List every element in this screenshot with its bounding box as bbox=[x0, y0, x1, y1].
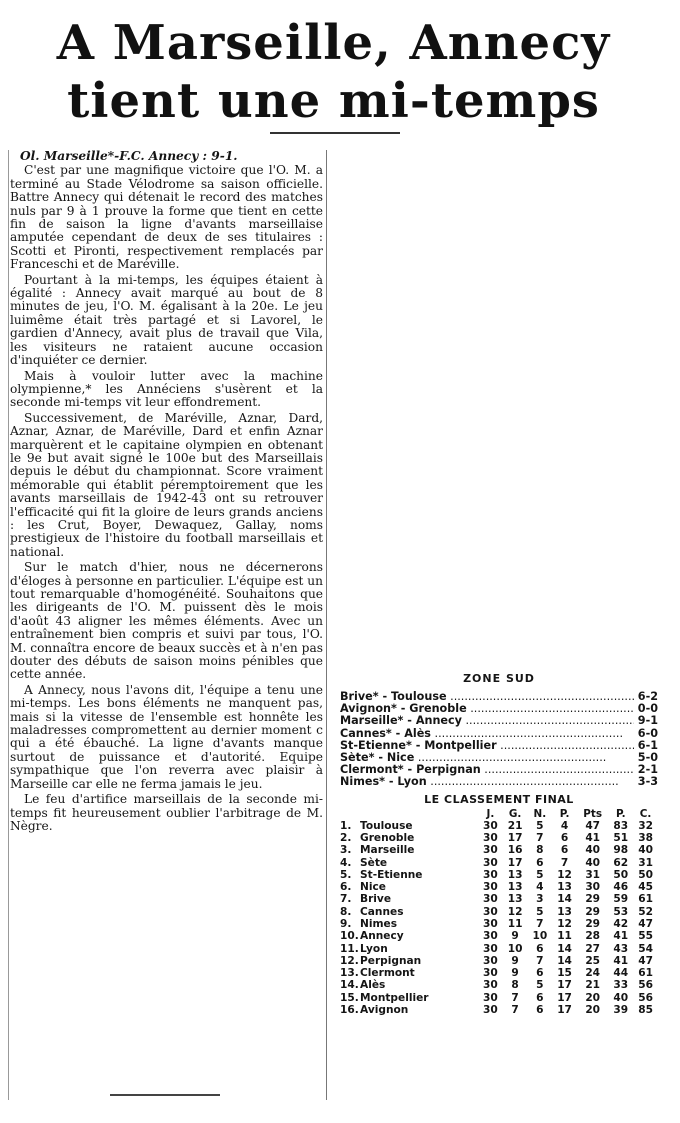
match-teams: Cannes* - Alès ..... bbox=[340, 728, 634, 740]
standings-played-cell: 30 bbox=[482, 1004, 498, 1017]
standings-goals-against-cell: 54 bbox=[638, 942, 653, 955]
match-score: 6-1 bbox=[637, 738, 658, 752]
match-teams: Marseille* - Annecy ..... bbox=[340, 715, 634, 727]
team-name: Toulouse bbox=[360, 819, 413, 832]
standings-team-cell bbox=[360, 832, 478, 844]
standings-goals-for-cell: 98 bbox=[613, 844, 629, 857]
standings-drawn-cell: 6 bbox=[536, 1004, 544, 1017]
standings-goals-against-cell: 47 bbox=[638, 954, 653, 967]
standings-drawn-cell: 6 bbox=[536, 991, 544, 1004]
table-row bbox=[340, 820, 658, 832]
team-name: Alès bbox=[360, 979, 386, 992]
zone-sud-title: ZONE SUD bbox=[463, 672, 535, 685]
standings-team-cell bbox=[360, 943, 478, 955]
headline-underline bbox=[270, 132, 400, 134]
standings-rank-cell: 9. bbox=[340, 918, 352, 930]
standings-lost-cell: 14 bbox=[557, 954, 572, 967]
header-played: J. bbox=[486, 807, 495, 820]
standings-rank-cell: 7. bbox=[340, 893, 352, 906]
standings-drawn-cell: 5 bbox=[536, 905, 544, 918]
standings-goals-against-cell: 40 bbox=[638, 844, 653, 857]
standings-goals-for-cell: 41 bbox=[613, 930, 629, 943]
table-row bbox=[340, 918, 658, 930]
standings-played-cell: 30 bbox=[482, 930, 498, 943]
standings-lost-cell: 12 bbox=[557, 918, 572, 930]
team-name: Avignon bbox=[360, 1004, 409, 1017]
standings-won-cell: 9 bbox=[511, 930, 519, 943]
standings-goals-against-cell: 56 bbox=[638, 979, 653, 992]
match-result-row bbox=[340, 728, 658, 740]
standings-team-cell bbox=[360, 1004, 478, 1016]
standings-drawn-cell: 7 bbox=[536, 954, 544, 967]
standings-goals-for-cell: 51 bbox=[613, 831, 629, 844]
team-name: St-Etienne bbox=[360, 868, 423, 881]
standings-goals-for-cell: 62 bbox=[613, 856, 629, 869]
table-row bbox=[340, 943, 658, 955]
standings-played-cell: 30 bbox=[482, 881, 498, 894]
table-row bbox=[340, 893, 658, 905]
standings-goals-against-cell: 85 bbox=[638, 1004, 653, 1017]
standings-drawn-cell: 3 bbox=[536, 893, 544, 906]
article-body bbox=[10, 150, 323, 835]
standings-goals-against-cell: 47 bbox=[638, 918, 653, 930]
standings-lost-cell: 17 bbox=[557, 991, 572, 1004]
team-name: Montpellier bbox=[360, 991, 429, 1004]
standings-goals-for-cell: 39 bbox=[613, 1004, 629, 1017]
standings-drawn-cell: 8 bbox=[536, 844, 544, 857]
standings-lost-cell: 14 bbox=[557, 942, 572, 955]
standings-rank-cell: 5. bbox=[340, 868, 352, 881]
standings-team-cell bbox=[360, 881, 478, 893]
standings-goals-for-cell: 44 bbox=[613, 967, 629, 980]
standings-lost-cell: 17 bbox=[557, 1004, 572, 1017]
header-rank bbox=[340, 808, 360, 820]
standings-lost-cell: 7 bbox=[560, 856, 569, 869]
standings-lost-cell: 15 bbox=[557, 967, 572, 980]
standings-played-cell: 30 bbox=[482, 893, 498, 906]
standings-rank-cell: 14. bbox=[340, 979, 359, 992]
team-name: Clermont bbox=[360, 967, 415, 980]
team-name: Annecy bbox=[360, 930, 404, 943]
standings-rank-cell: 11. bbox=[340, 942, 359, 955]
standings-rank-cell: 15. bbox=[340, 991, 359, 1004]
standings-goals-against-cell: 61 bbox=[638, 893, 653, 906]
match-results-list bbox=[340, 691, 658, 789]
team-name: Perpignan bbox=[360, 954, 422, 967]
table-row bbox=[340, 992, 658, 1004]
table-row bbox=[340, 832, 658, 844]
standings-won-cell: 9 bbox=[511, 967, 519, 980]
standings-played-cell: 30 bbox=[482, 868, 498, 881]
standings-won-cell: 21 bbox=[507, 819, 523, 832]
standings-won-cell: 7 bbox=[511, 1004, 519, 1017]
team-name: Nice bbox=[360, 881, 386, 894]
standings-rank-cell: 10. bbox=[340, 930, 359, 943]
standings-drawn-cell: 6 bbox=[536, 967, 544, 980]
match-result-row bbox=[340, 752, 658, 764]
standings-goals-for-cell: 41 bbox=[613, 954, 629, 967]
standings-rank-cell: 12. bbox=[340, 954, 359, 967]
standings-lost-cell: 17 bbox=[557, 979, 572, 992]
article-paragraph: Le feu d'artifice marseillais de la seconde mi-temps fit heureusement oublier l'arbitrage de M. Nègre. bbox=[10, 792, 323, 833]
header-drawn: N. bbox=[533, 807, 547, 820]
standings-team-cell bbox=[360, 967, 478, 979]
standings-goals-against-cell: 38 bbox=[638, 831, 653, 844]
standings-drawn-cell: 6 bbox=[536, 942, 544, 955]
standings-drawn-cell: 7 bbox=[536, 831, 544, 844]
match-score: 2-1 bbox=[637, 763, 658, 777]
table-row bbox=[340, 979, 658, 991]
standings-played-cell: 30 bbox=[482, 819, 498, 832]
standings-played-cell: 30 bbox=[482, 844, 498, 857]
standings-lost-cell: 14 bbox=[557, 893, 572, 906]
standings-goals-for-cell: 42 bbox=[613, 918, 629, 930]
classement-title: LE CLASSEMENT FINAL bbox=[424, 792, 574, 806]
standings-points-cell: 24 bbox=[585, 967, 601, 980]
team-name: Sète bbox=[360, 856, 388, 869]
standings-team-cell bbox=[360, 955, 478, 967]
standings-team-cell bbox=[360, 992, 478, 1004]
standings-body bbox=[340, 820, 658, 1017]
standings-points-cell: 29 bbox=[585, 905, 601, 918]
standings-points-cell: 29 bbox=[585, 893, 601, 906]
standings-points-cell: 40 bbox=[585, 856, 601, 869]
standings-drawn-cell: 10 bbox=[532, 930, 548, 943]
match-score: 6-0 bbox=[637, 726, 658, 740]
standings-team-cell bbox=[360, 893, 478, 905]
match-teams: Nimes* - Lyon ..... bbox=[340, 776, 634, 788]
standings-team-cell bbox=[360, 869, 478, 881]
standings-team-cell bbox=[360, 906, 478, 918]
standings-drawn-cell: 5 bbox=[536, 819, 544, 832]
standings-rank-cell: 13. bbox=[340, 967, 359, 980]
standings-table bbox=[340, 808, 658, 1017]
standings-goals-against-cell: 55 bbox=[638, 930, 653, 943]
standings-rank-cell: 4. bbox=[340, 856, 352, 869]
standings-points-cell: 40 bbox=[585, 844, 601, 857]
standings-points-cell: 20 bbox=[585, 1004, 601, 1017]
standings-rank-cell: 16. bbox=[340, 1004, 359, 1017]
standings-goals-against-cell: 56 bbox=[638, 991, 653, 1004]
standings-header-row bbox=[340, 808, 658, 820]
article-paragraph: Sur le match d'hier, nous ne décernerons d'éloges à personne en particulier. L'équipe est un tout remarquable d'homogénéité. Souhaitons que les dirigeants de l'O. M. puissent dès le mois d'août 43 aligner les mêmes éléments. Avec un entraînement bien compris et suivi par tous, l'O. M. connaîtra encore de beaux succès et à n'en pas douter des débuts de saison moins pénibles que cette année. bbox=[10, 560, 323, 682]
article-paragraph: Successivement, de Maréville, Aznar, Dard, Aznar, Aznar, de Maréville, Dard et enfin Aznar marquèrent et le capitaine olympien en obtenant le 9e but avait signé le 100e but des Marseillais depuis le début du championnat. Score vraiment mémorable qui établit péremptoirement que les avants marseillais de 1942-43 ont su retrouver l'efficacité qui fit la gloire de leurs grands anciens : les Crut, Boyer, Dewaquez, Gallay, noms prestigieux de l'histoire du football marseillais et national. bbox=[10, 410, 323, 559]
header-goals-against: C. bbox=[639, 807, 652, 820]
headline-line-2: tient une mi-temps bbox=[67, 73, 600, 129]
standings-goals-for-cell: 40 bbox=[613, 991, 629, 1004]
table-row bbox=[340, 869, 658, 881]
headline bbox=[6, 14, 661, 130]
column-rule-left bbox=[8, 150, 9, 1100]
standings-team-cell bbox=[360, 979, 478, 991]
article-paragraph: C'est par une magnifique victoire que l'O. M. a terminé au Stade Vélodrome sa saison officielle. Battre Annecy qui détenait le record des matches nuls par 9 à 1 prouve la forme que tient en cette fin de saison la ligne d'avants marseillaise amputée cependant de deux de ses titulaires : Scotti et Pironti, respectivement remplacés par Franceschi et de Maréville. bbox=[10, 163, 323, 272]
table-row bbox=[340, 930, 658, 942]
standings-rank-cell: 1. bbox=[340, 819, 352, 832]
standings-drawn-cell: 4 bbox=[536, 881, 544, 894]
standings-played-cell: 30 bbox=[482, 979, 498, 992]
standings-team-cell bbox=[360, 844, 478, 856]
standings-lost-cell: 13 bbox=[557, 905, 572, 918]
match-result-row bbox=[340, 691, 658, 703]
match-score: 3-3 bbox=[637, 775, 658, 789]
standings-points-cell: 41 bbox=[585, 831, 601, 844]
standings-played-cell: 30 bbox=[482, 856, 498, 869]
results-column bbox=[340, 672, 658, 1016]
match-score: 0-0 bbox=[637, 702, 658, 716]
table-row bbox=[340, 857, 658, 869]
standings-goals-against-cell: 32 bbox=[638, 819, 653, 832]
standings-points-cell: 47 bbox=[585, 819, 601, 832]
standings-lost-cell: 4 bbox=[560, 819, 569, 832]
standings-won-cell: 11 bbox=[507, 918, 523, 930]
standings-goals-for-cell: 59 bbox=[613, 893, 629, 906]
header-goals-for: P. bbox=[615, 807, 626, 820]
standings-lost-cell: 13 bbox=[557, 881, 572, 894]
standings-played-cell: 30 bbox=[482, 954, 498, 967]
match-teams: St-Etienne* - Montpellier ..... bbox=[340, 740, 634, 752]
match-result-row bbox=[340, 740, 658, 752]
standings-won-cell: 10 bbox=[507, 942, 523, 955]
standings-rank-cell: 6. bbox=[340, 881, 352, 894]
table-row bbox=[340, 881, 658, 893]
article-paragraph: Mais à vouloir lutter avec la machine olympienne,* les Annéciens s'usèrent et la seconde mi-temps vit leur effondrement. bbox=[10, 368, 323, 410]
team-name: Brive bbox=[360, 893, 392, 906]
standings-won-cell: 16 bbox=[507, 844, 523, 857]
column-rule-right bbox=[326, 150, 327, 1100]
standings-won-cell: 12 bbox=[507, 905, 523, 918]
standings-points-cell: 20 bbox=[585, 991, 601, 1004]
article-score-line: Ol. Marseille*-F.C. Annecy : 9-1. bbox=[20, 149, 238, 163]
standings-won-cell: 13 bbox=[507, 868, 523, 881]
team-name: Cannes bbox=[360, 905, 404, 918]
table-row bbox=[340, 906, 658, 918]
match-teams: Avignon* - Grenoble ..... bbox=[340, 703, 634, 715]
match-result-row bbox=[340, 776, 658, 788]
standings-rank-cell: 8. bbox=[340, 905, 352, 918]
standings-team-cell bbox=[360, 930, 478, 942]
table-row bbox=[340, 1004, 658, 1016]
article-paragraph: A Annecy, nous l'avons dit, l'équipe a tenu une mi-temps. Les bons éléments ne manquent pas, mais si la vitesse de l'ensemble est honnête les maladresses compromettent au dernier moment c qui a été ébauché. La ligne d'avants manque surtout de puissance et d'autorité. Equipe sympathique que l'on reverra avec plaisir à Marseille car elle ne ferma jamais le jeu. bbox=[10, 682, 323, 791]
team-name: Nimes bbox=[360, 918, 398, 930]
headline-line-1: A Marseille, Annecy bbox=[56, 15, 611, 71]
standings-won-cell: 13 bbox=[507, 881, 523, 894]
standings-played-cell: 30 bbox=[482, 918, 498, 930]
standings-drawn-cell: 5 bbox=[536, 868, 544, 881]
standings-goals-against-cell: 61 bbox=[638, 967, 653, 980]
standings-lost-cell: 6 bbox=[560, 831, 569, 844]
header-team bbox=[360, 808, 478, 820]
standings-drawn-cell: 7 bbox=[536, 918, 544, 930]
article-paragraph: Pourtant à la mi-temps, les équipes étaient à égalité : Annecy avait marqué au bout de 8 minutes de jeu, l'O. M. égalisant à la 20e. Le jeu luimême était très partagé et si Lavorel, le gardien d'Annecy, avait plus de travail que Vila, les visiteurs ne rataient aucune occasion d'inquiéter ce dernier. bbox=[10, 272, 323, 368]
standings-team-cell bbox=[360, 857, 478, 869]
match-score: 6-2 bbox=[637, 690, 658, 703]
standings-won-cell: 9 bbox=[511, 954, 519, 967]
standings-lost-cell: 11 bbox=[557, 930, 572, 943]
match-teams: Brive* - Toulouse ..... bbox=[340, 691, 634, 703]
standings-goals-against-cell: 52 bbox=[638, 905, 653, 918]
standings-rank-cell: 2. bbox=[340, 831, 352, 844]
standings-goals-against-cell: 31 bbox=[638, 856, 653, 869]
header-won: G. bbox=[508, 807, 522, 820]
standings-points-cell: 27 bbox=[585, 942, 601, 955]
match-teams: Clermont* - Perpignan ..... bbox=[340, 764, 634, 776]
match-result-row bbox=[340, 715, 658, 727]
standings-goals-for-cell: 43 bbox=[613, 942, 629, 955]
team-name: Marseille bbox=[360, 844, 415, 857]
header-points: Pts bbox=[583, 807, 603, 820]
standings-goals-for-cell: 53 bbox=[613, 905, 629, 918]
match-score: 9-1 bbox=[637, 714, 658, 728]
standings-team-cell bbox=[360, 918, 478, 930]
table-row bbox=[340, 844, 658, 856]
standings-won-cell: 8 bbox=[511, 979, 519, 992]
standings-goals-for-cell: 83 bbox=[613, 819, 629, 832]
standings-points-cell: 29 bbox=[585, 918, 601, 930]
match-result-row bbox=[340, 764, 658, 776]
table-row bbox=[340, 955, 658, 967]
standings-played-cell: 30 bbox=[482, 991, 498, 1004]
standings-points-cell: 21 bbox=[585, 979, 601, 992]
standings-played-cell: 30 bbox=[482, 831, 498, 844]
standings-played-cell: 30 bbox=[482, 905, 498, 918]
standings-played-cell: 30 bbox=[482, 967, 498, 980]
standings-points-cell: 25 bbox=[585, 954, 601, 967]
article-end-rule bbox=[110, 1094, 220, 1096]
match-result-row bbox=[340, 703, 658, 715]
standings-goals-for-cell: 46 bbox=[613, 881, 629, 894]
standings-goals-against-cell: 50 bbox=[638, 868, 653, 881]
table-row bbox=[340, 967, 658, 979]
standings-drawn-cell: 5 bbox=[536, 979, 544, 992]
header-lost: P. bbox=[559, 807, 570, 820]
standings-lost-cell: 12 bbox=[557, 868, 572, 881]
match-teams: Sète* - Nice ..... bbox=[340, 752, 634, 764]
standings-played-cell: 30 bbox=[482, 942, 498, 955]
standings-drawn-cell: 6 bbox=[536, 856, 544, 869]
standings-goals-for-cell: 33 bbox=[613, 979, 629, 992]
standings-goals-against-cell: 45 bbox=[638, 881, 653, 894]
standings-won-cell: 7 bbox=[511, 991, 519, 1004]
standings-points-cell: 30 bbox=[585, 881, 601, 894]
standings-team-cell bbox=[360, 820, 478, 832]
standings-lost-cell: 6 bbox=[560, 844, 569, 857]
team-name: Grenoble bbox=[360, 831, 415, 844]
standings-points-cell: 28 bbox=[585, 930, 601, 943]
standings-goals-for-cell: 50 bbox=[613, 868, 629, 881]
standings-won-cell: 17 bbox=[507, 831, 523, 844]
standings-points-cell: 31 bbox=[585, 868, 601, 881]
match-score: 5-0 bbox=[637, 751, 658, 765]
standings-won-cell: 13 bbox=[507, 893, 523, 906]
team-name: Lyon bbox=[360, 942, 388, 955]
standings-rank-cell: 3. bbox=[340, 844, 352, 857]
standings-won-cell: 17 bbox=[507, 856, 523, 869]
